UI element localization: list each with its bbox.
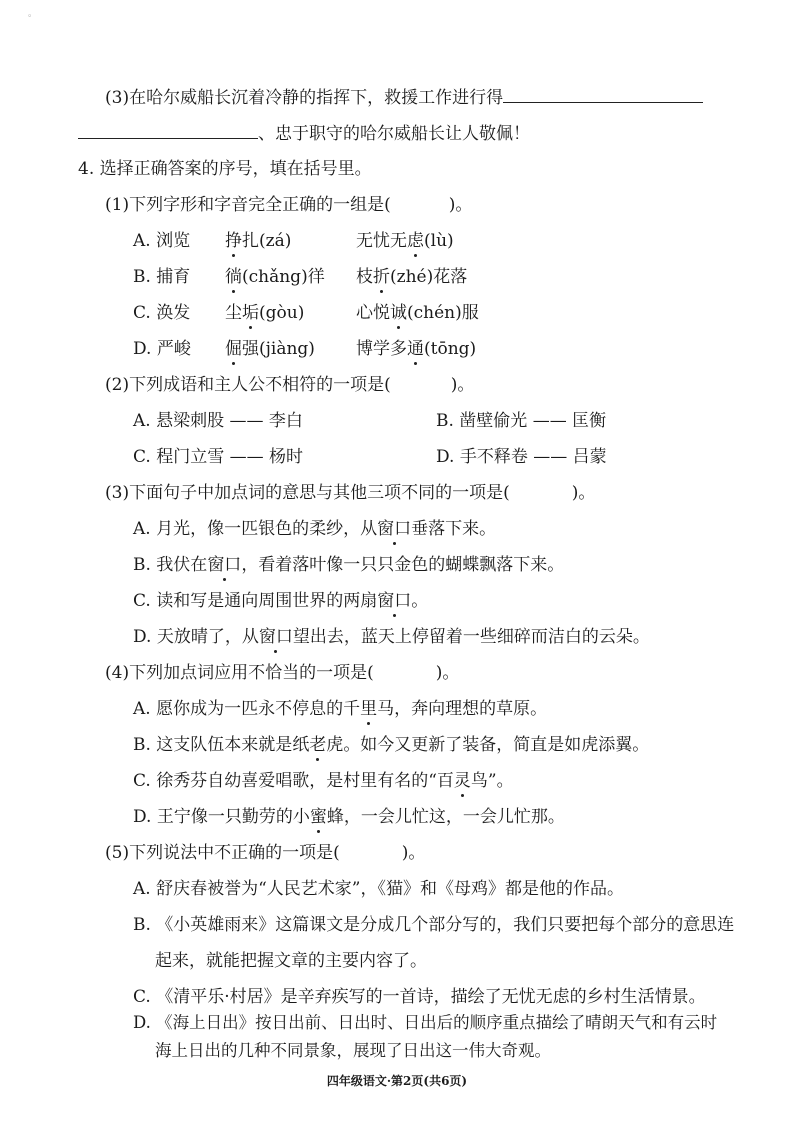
q4-1-stem: (1)下列字形和字音完全正确的一组是( )。: [105, 195, 473, 215]
corner-mark: 。: [28, 9, 38, 19]
q4-title: 4. 选择正确答案的序号，填在括号里。: [78, 159, 372, 179]
q4-5-option-c: C. 《清平乐·村居》是辛弃疾写的一首诗，描绘了无忧无虑的乡村生活情景。: [133, 987, 706, 1007]
q4-4-option-c: C. 徐秀芬自幼喜爱唱歌，是村里有名的“百灵鸟”。: [133, 771, 514, 791]
q4-5-option-d-line2: 海上日出的几种不同景象，展现了日出这一伟大奇观。: [155, 1041, 551, 1060]
q4-3-option-b: B. 我伏在窗口，看着落叶像一只只金色的蝴蝶飘落下来。: [133, 555, 565, 575]
q4-3-option-a: A. 月光，像一匹银色的柔纱，从窗口垂落下来。: [133, 519, 497, 539]
q4-2-option-a: A. 悬梁刺股 —— 李白: [133, 411, 303, 431]
q4-5-option-b-line1: B. 《小英雄雨来》这篇课文是分成几个部分写的，我们只要把每个部分的意思连: [133, 915, 735, 935]
q4-2-option-c: C. 程门立雪 —— 杨时: [133, 447, 304, 467]
q4-5-option-a: A. 舒庆春被誉为“人民艺术家”，《猫》和《母鸡》都是他的作品。: [133, 879, 624, 899]
q4-2-stem: (2)下列成语和主人公不相符的一项是( )。: [105, 375, 475, 395]
q4-4-stem: (4)下列加点词应用不恰当的一项是( )。: [105, 663, 460, 683]
q4-3-option-d: D. 天放晴了，从窗口望出去，蓝天上停留着一些细碎而洁白的云朵。: [133, 627, 650, 647]
q4-2-option-b: B. 凿壁偷光 —— 匡衡: [436, 411, 607, 431]
q4-4-option-d: D. 王宁像一只勤劳的小蜜蜂，一会儿忙这，一会儿忙那。: [133, 807, 565, 827]
q4-3-option-c: C. 读和写是通向周围世界的两扇窗口。: [133, 591, 429, 611]
q4-5-option-b-line2: 起来，就能把握文章的主要内容了。: [155, 951, 427, 971]
answer-blank-1[interactable]: [503, 84, 703, 103]
page-footer: 四年级语文·第2页(共6页): [326, 1074, 468, 1088]
q4-4-option-b: B. 这支队伍本来就是纸老虎。如今又更新了装备，简直是如虎添翼。: [133, 735, 650, 755]
q4-2-option-d: D. 手不释卷 —— 吕蒙: [436, 447, 607, 467]
q4-4-option-a: A. 愿你成为一匹永不停息的千里马，奔向理想的草原。: [133, 699, 548, 719]
exam-page: 。 (3)在哈尔威船长沉着冷静的指挥下，救援工作进行得 、忠于职守的哈尔威船长让人敬佩！ 4. 选择正确答案的序号，填在括号里。 (1)下列字形和字音完全正确的一组是( )。 A. 浏览 挣扎(zá) 无忧无虑(lù) B. 捕育 徜(chǎng)徉 枝折(zhé)花落 C. 涣发 尘垢(gòu) 心悦诚(chén)服 D. 严峻 倔强(jiàng) 博学多通(tōng) (2)下列成语和主人公不相符的一项是( )。 A. 悬梁刺股 —— 李白 B. 凿壁偷光 —— 匡衡 C. 程门立雪 —— 杨时 D. 手不释卷 —— 吕蒙 (3)下面句子中加点词的意思与其他三项不同的一项是( )。 A. 月光，像一匹银色的柔纱，从窗口垂落下来。 B. 我伏在窗口，看着落叶像一只只金色的蝴蝶飘落下来。 C. 读和写是通向周围世界的两扇窗口。 D. 天放晴了，从窗口望出去，蓝天上停留着一些细碎而洁白的云朵。 (4)下列加点词应用不恰当的一项是( )。 A. 愿你成为一匹永不停息的千里马，奔向理想的草原。 B. 这支队伍本来就是纸老虎。如今又更新了装备，简直是如虎添翼。 C. 徐秀芬自幼喜爱唱歌，是村里有名的“百灵鸟”。 D. 王宁像一只勤劳的小蜜蜂，一会儿忙这，一会儿忙那。 (5)下列说法中不正确的一项是( )。 A. 舒庆春被誉为“人民艺术家”，《猫》和《母鸡》都是他的作品。 B. 《小英雄雨来》这篇课文是分成几个部分写的，我们只要把每个部分的意思连 起来，就能把握文章的主要内容了。 C. 《清平乐·村居》是辛弃疾写的一首诗，描绘了无忧无虑的乡村生活情景。 D. 《海上日出》按日出前、日出时、日出后的顺序重点描绘了晴朗天气和有云时 四年级语文·第2页(共6页) 海上日出的几种不同景象，展现了日出这一伟大奇观。: [0, 0, 794, 1122]
q4-3-stem: (3)下面句子中加点词的意思与其他三项不同的一项是( )。: [105, 483, 596, 503]
q3-3-line2: 、忠于职守的哈尔威船长让人敬佩！: [78, 120, 530, 145]
answer-blank-2[interactable]: [78, 120, 258, 139]
q4-5-stem: (5)下列说法中不正确的一项是( )。: [105, 843, 426, 863]
q3-3-line1: (3)在哈尔威船长沉着冷静的指挥下，救援工作进行得: [105, 84, 703, 109]
q4-5-option-d-line1: D. 《海上日出》按日出前、日出时、日出后的顺序重点描绘了晴朗天气和有云时: [133, 1013, 718, 1032]
